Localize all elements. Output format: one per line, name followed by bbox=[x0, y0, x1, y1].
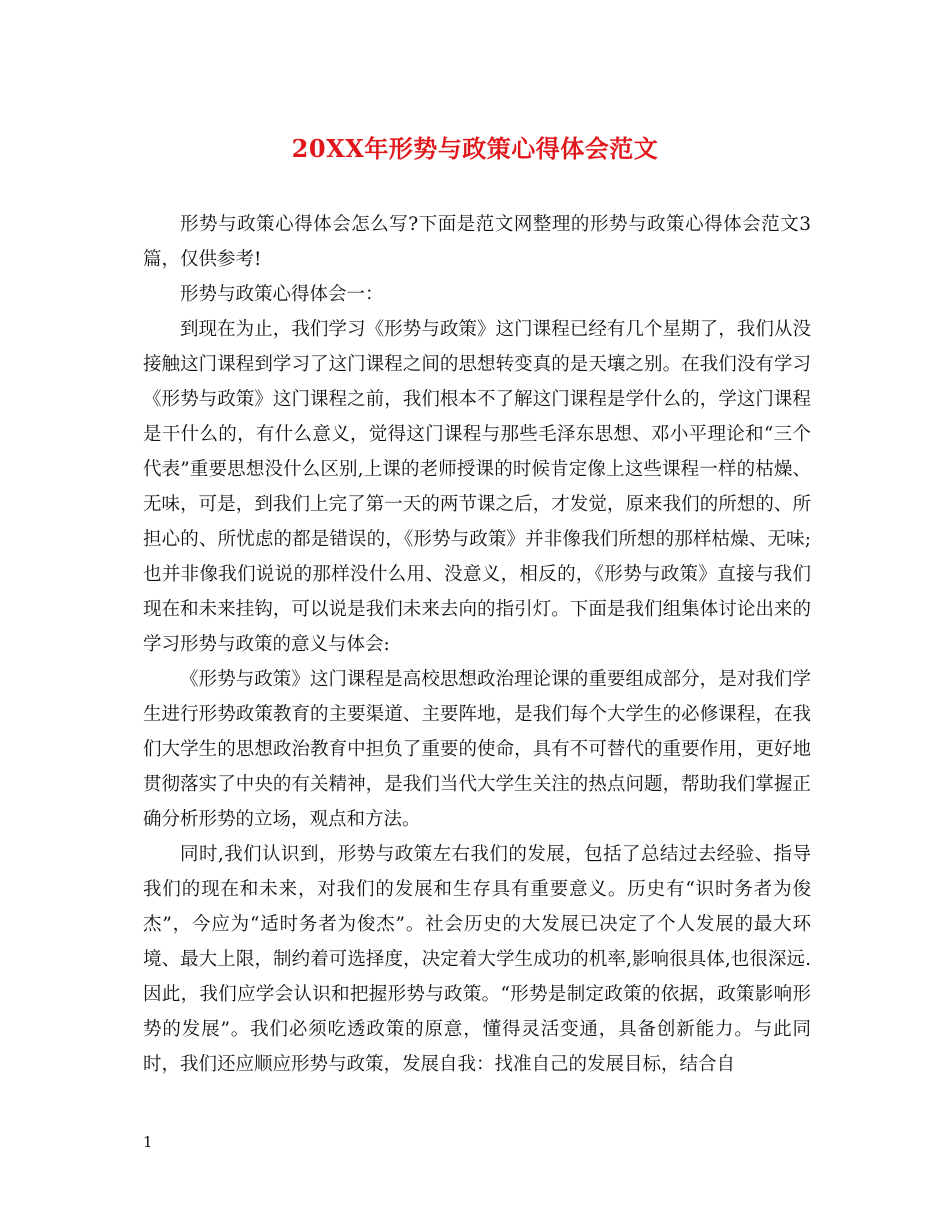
body-paragraph: 《形势与政策》这门课程是高校思想政治理论课的重要组成部分，是对我们学生进行形势政策教育的主要渠道、主要阵地，是我们每个大学生的必修课程，在我们大学生的思想政治教育中担负了重要的使命，具有不可替代的重要作用，更好地贯彻落实了中央的有关精神，是我们当代大学生关注的热点问题，帮助我们掌握正确分析形势的立场，观点和方法。 bbox=[143, 669, 811, 830]
document-body bbox=[143, 207, 811, 1082]
section-heading: 形势与政策心得体会一： bbox=[180, 284, 384, 305]
document-title: 20XX年形势与政策心得体会范文 bbox=[291, 134, 659, 163]
intro-paragraph: 形势与政策心得体会怎么写?下面是范文网整理的形势与政策心得体会范文3篇，仅供参考! bbox=[143, 214, 811, 270]
page-number: 1 bbox=[143, 1133, 153, 1151]
body-paragraph: 到现在为止，我们学习《形势与政策》这门课程已经有几个星期了，我们从没接触这门课程到学习了这门课程之间的思想转变真的是天壤之别。在我们没有学习《形势与政策》这门课程之前，我们根本不了解这门课程是学什么的，学这门课程是干什么的，有什么意义，觉得这门课程与那些毛泽东思想、邓小平理论和“三个代表”重要思想没什么区别,上课的老师授课的时候肯定像上这些课程一样的枯燥、无味，可是，到我们上完了第一天的两节课之后，才发觉，原来我们的所想的、所担心的、所忧虑的都是错误的，《形势与政策》并非像我们所想的那样枯燥、无味;也并非像我们说说的那样没什么用、没意义，相反的，《形势与政策》直接与我们现在和未来挂钩，可以说是我们未来去向的指引灯。下面是我们组集体讨论出来的学习形势与政策的意义与体会: bbox=[143, 319, 811, 655]
body-paragraph: 同时,我们认识到，形势与政策左右我们的发展，包括了总结过去经验、指导我们的现在和未来，对我们的发展和生存具有重要意义。历史有“识时务者为俊杰”，今应为“适时务者为俊杰”。社会历史的大发展已决定了个人发展的最大环境、最大上限，制约着可选择度，决定着大学生成功的机率,影响很具体,也很深远.因此，我们应学会认识和把握形势与政策。“形势是制定政策的依据，政策影响形势的发展”。我们必须吃透政策的原意，懂得灵活变通，具备创新能力。与此同时，我们还应顺应形势与政策，发展自我：找准自己的发展目标，结合自 bbox=[143, 844, 811, 1075]
